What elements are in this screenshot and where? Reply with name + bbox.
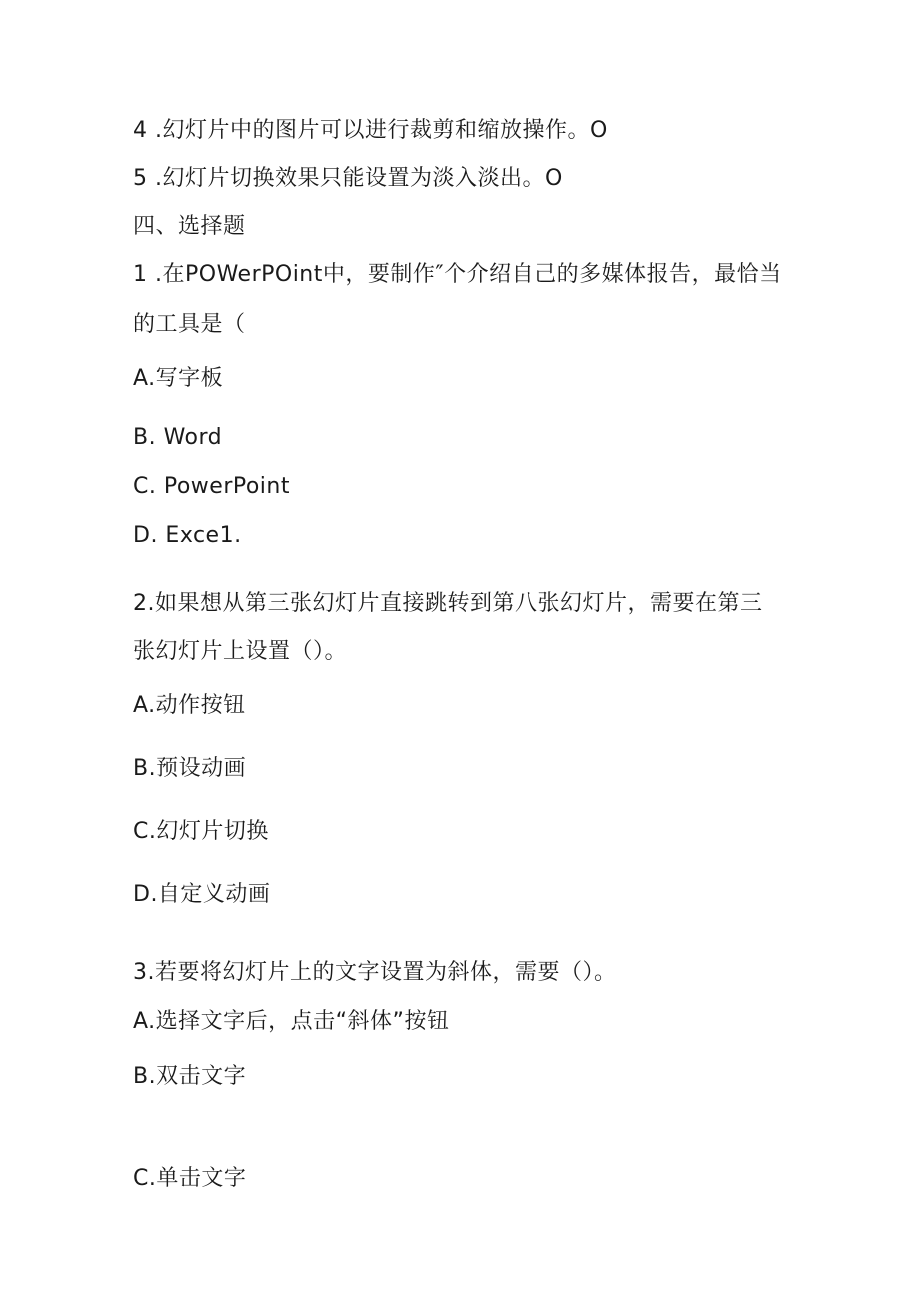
question-1-text-line-2: 的工具是（ [133,312,246,337]
question-1-option-c: C. PowerPoint [133,474,290,499]
question-3-text: 3.若要将幻灯片上的文字设置为斜体，需要（）。 [133,960,617,985]
question-1-text-line-1: 1 .在POWerPOint中，要制作″个介绍自己的多媒体报告，最恰当 [133,262,782,287]
section-heading: 四、选择题 [133,214,246,239]
question-3-option-c: C.单击文字 [133,1166,247,1191]
question-2-option-b: B.预设动画 [133,756,247,781]
question-2-option-a: A.动作按钮 [133,693,246,718]
question-5-statement: 5 .幻灯片切换效果只能设置为淡入淡出。O [133,166,563,191]
question-3-option-b: B.双击文字 [133,1064,247,1089]
question-1-option-d: D. Exce1. [133,523,242,548]
question-1-option-a: A.写字板 [133,366,224,391]
question-3-option-a: A.选择文字后，点击“斜体”按钮 [133,1009,450,1034]
question-2-text-line-1: 2.如果想从第三张幻灯片直接跳转到第八张幻灯片，需要在第三 [133,591,763,616]
question-1-option-b: B. Word [133,425,223,450]
question-2-text-line-2: 张幻灯片上设置（）。 [133,639,348,664]
question-2-option-c: C.幻灯片切换 [133,819,269,844]
question-2-option-d: D.自定义动画 [133,882,271,907]
question-4-statement: 4 .幻灯片中的图片可以进行裁剪和缩放操作。O [133,118,608,143]
